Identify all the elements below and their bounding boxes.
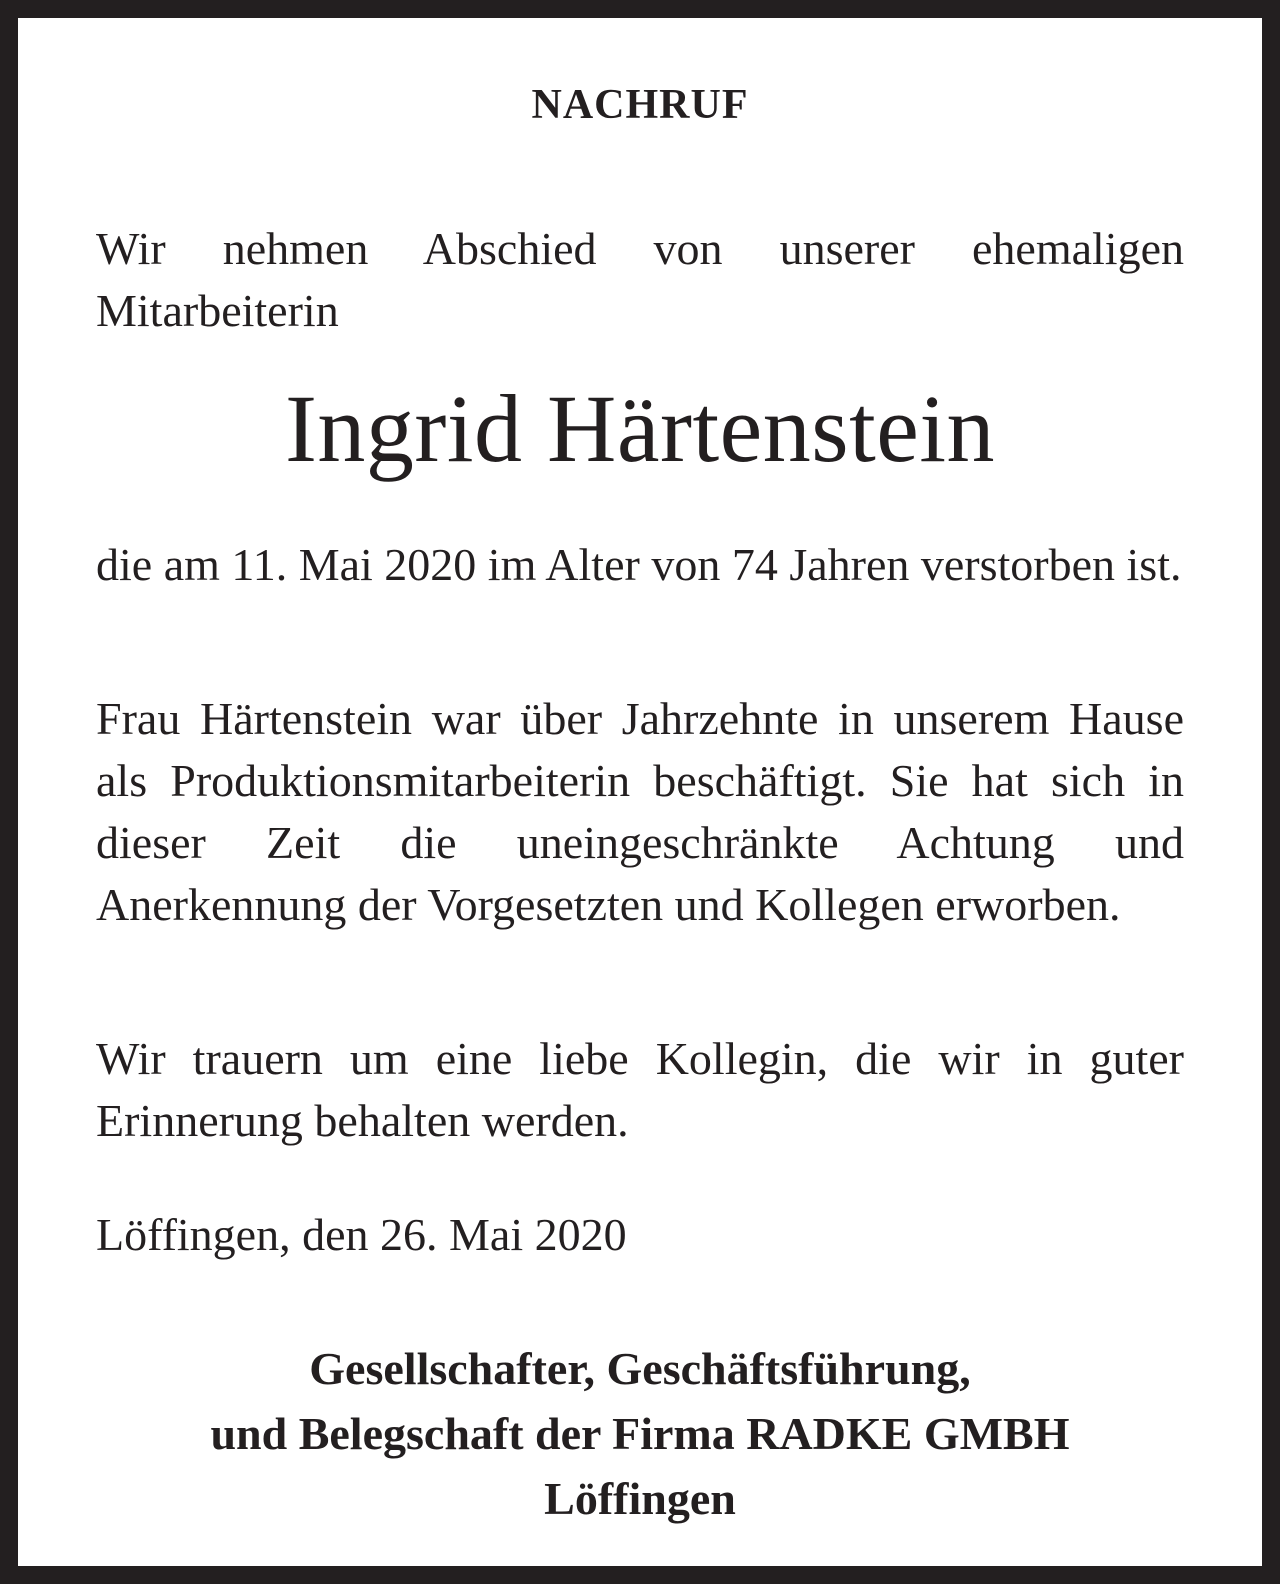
deceased-name: Ingrid Härtenstein — [284, 375, 996, 482]
signature-line-1: Gesellschafter, Geschäftsführung, — [309, 1343, 971, 1394]
intro-paragraph: Wir nehmen Abschied von unserer ehemaligen Mitarbeiterin — [96, 223, 1184, 336]
signature-line-2: und Belegschaft der Firma RADKE GMBH — [210, 1408, 1070, 1459]
death-info-paragraph: die am 11. Mai 2020 im Alter von 74 Jahren verstorben ist. — [96, 539, 1182, 590]
place-date: Löffingen, den 26. Mai 2020 — [96, 1209, 627, 1260]
obituary-heading: NACHRUF — [531, 82, 749, 128]
mourning-paragraph: Wir trauern um eine liebe Kollegin, die wir in guter Erinnerung behalten werden. — [96, 1033, 1184, 1146]
signature-line-3: Löffingen — [544, 1473, 736, 1524]
signature-block — [56, 1336, 1224, 1531]
work-paragraph: Frau Härtenstein war über Jahrzehnte in unserem Hause als Produktionsmitarbeiterin beschäftigt. Sie hat sich in dieser Zeit die uneingeschränkte Achtung und Anerkennung der Vorgesetzten und Kollegen erworben. — [96, 693, 1184, 930]
